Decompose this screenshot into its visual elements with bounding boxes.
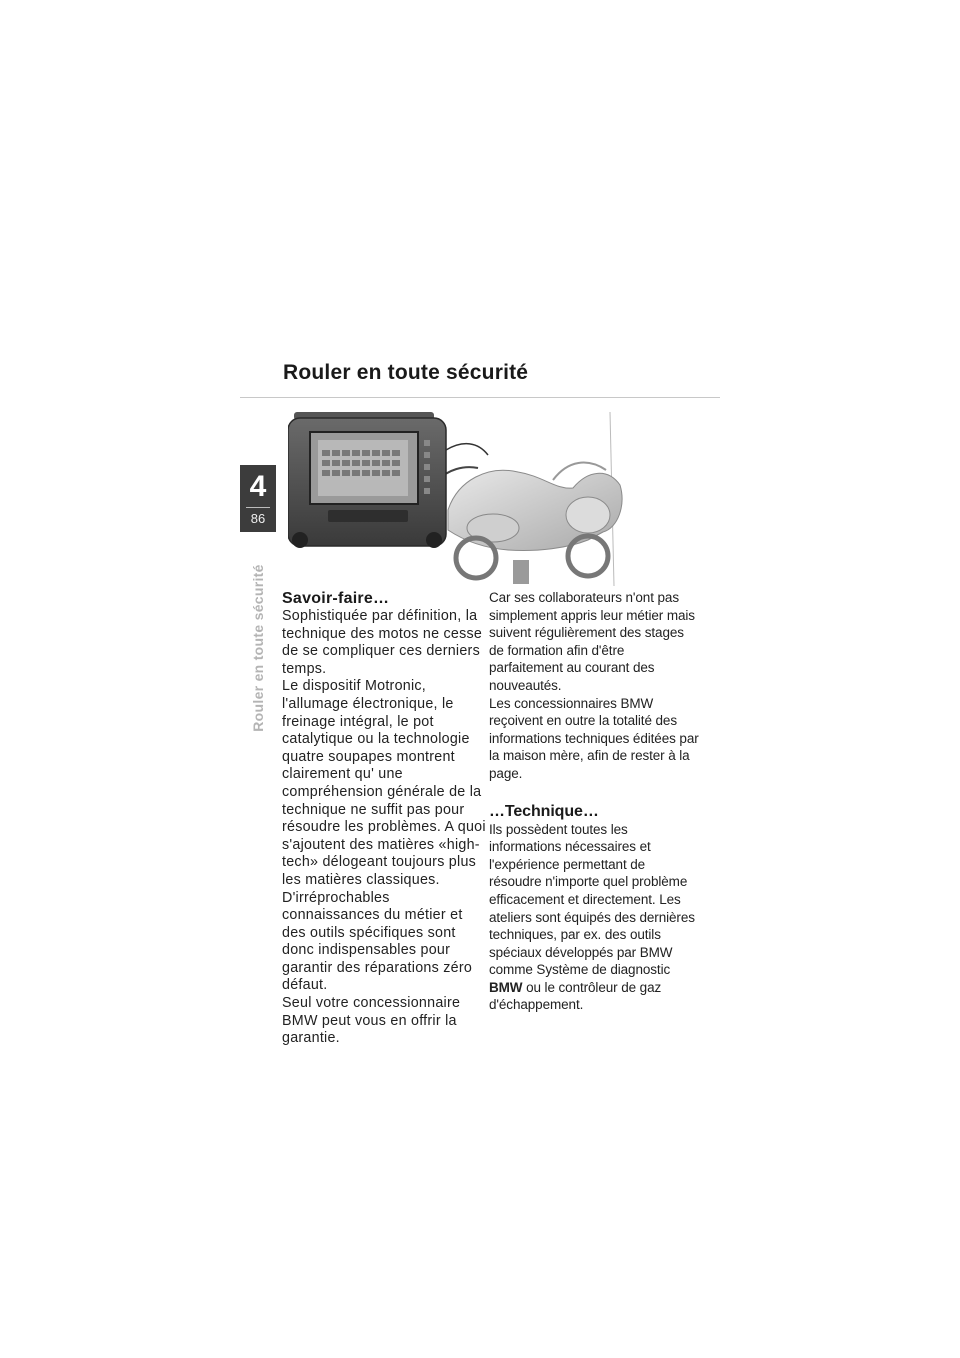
left-column: [282, 589, 487, 1048]
chapter-number: 4: [249, 470, 267, 503]
text-span: Ils possèdent toutes les informations nécessaires et l'expérience permettant de résoudre n'importe quel problème efficacement et directement. Les ateliers sont équipés des dernières techniques, par ex. des outils spéciaux développés par BMW comme Système de diagnostic: [489, 821, 695, 978]
side-chapter-label: Rouler en toute sécurité: [250, 564, 266, 732]
paragraph: Car ses collaborateurs n'ont pas simplement appris leur métier mais suivent régulièrement des stages de formation afin d'être parfaitement au courant des nouveautés.: [489, 590, 695, 693]
text-span: ou le contrôleur de gaz d'échappement.: [489, 979, 662, 1013]
paragraph: Sophistiquée par définition, la technique des motos ne cesse de se compliquer ces derniers temps.: [282, 608, 483, 677]
motorcycle-icon: [438, 412, 622, 586]
chapter-tab: [240, 465, 276, 532]
paragraph: Le dispositif Motronic, l'allumage électronique, le freinage intégral, le pot catalytique ou la technologie quatre soupapes montrent clairement qu' une compréhension générale de la technique ne suffit pas pour résoudre les problèmes. A quoi s'ajoutent des matières «high-tech» délogeant toujours plus les matières classiques. D'irréprochables connaissances du métier et des outils spécifiques sont donc indispensables pour garantir des réparations zéro défaut.: [282, 678, 486, 994]
paragraph-technique: [489, 821, 699, 1015]
illustration: [288, 410, 648, 590]
section-heading-savoir-faire: Savoir-faire…: [282, 590, 390, 607]
brand-name: BMW: [489, 979, 523, 995]
paragraph: Seul votre concessionnaire BMW peut vous en offrir la garantie.: [282, 995, 461, 1047]
section-heading-technique: …Technique…: [489, 802, 599, 820]
page-number: 86: [250, 511, 266, 526]
page-title: Rouler en toute sécurité: [283, 361, 529, 384]
right-column: [489, 589, 699, 1014]
header-divider: [240, 397, 720, 398]
paragraph: Les concessionnaires BMW reçoivent en outre la totalité des informations techniques éditées par la maison mère, afin de rester à la page.: [489, 695, 699, 781]
tab-divider: [246, 507, 270, 508]
